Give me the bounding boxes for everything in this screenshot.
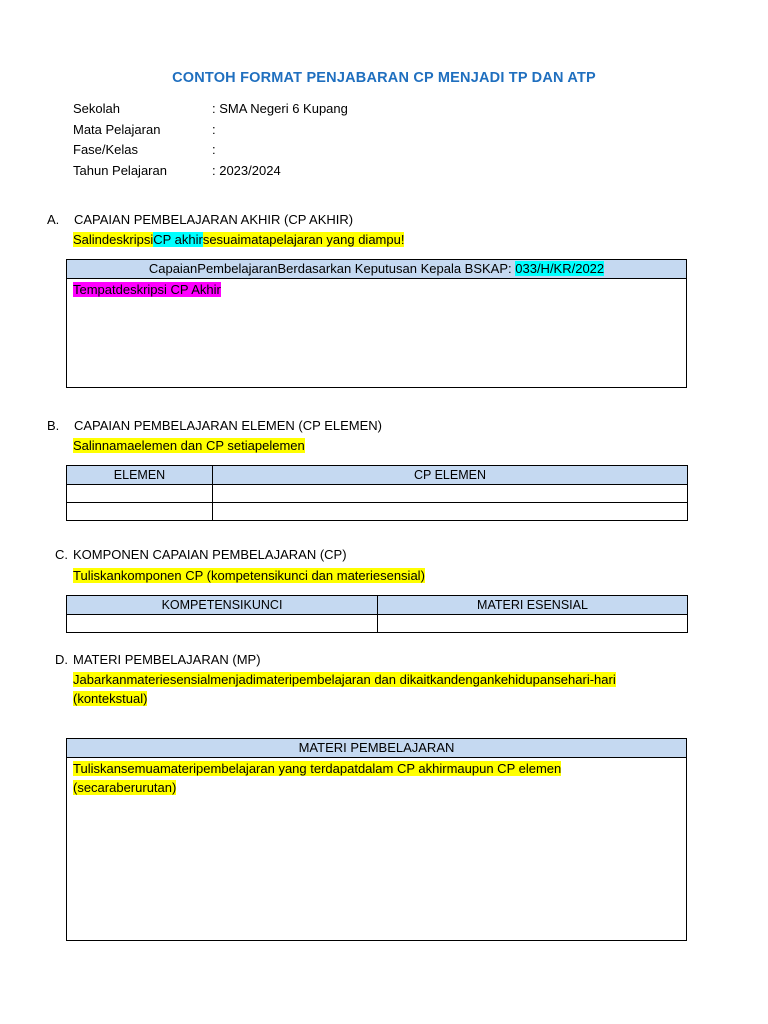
- table-cell[interactable]: [213, 503, 688, 521]
- page-title: CONTOH FORMAT PENJABARAN CP MENJADI TP DAN ATP: [172, 70, 596, 86]
- materi-box-header: MATERI PEMBELAJARAN: [67, 739, 686, 758]
- section-title: KOMPONEN CAPAIAN PEMBELAJARAN (CP): [73, 547, 347, 562]
- materi-box-body: [67, 758, 686, 798]
- info-label: Mata Pelajaran: [73, 121, 161, 137]
- cp-akhir-box-body: [67, 279, 686, 300]
- info-value: :: [212, 121, 216, 137]
- section-c-instruction: [73, 566, 425, 585]
- placeholder-text: Tempatdeskripsi CP Akhir: [73, 282, 221, 297]
- placeholder-text: (secaraberurutan): [73, 780, 177, 795]
- instruction-text: Salinnamaelemen dan CP setiapelemen: [73, 438, 305, 453]
- info-label: Sekolah: [73, 101, 120, 116]
- section-letter: A.: [47, 212, 60, 227]
- instruction-text: Jabarkanmateriesensialmenjadimateripembelajaran dan dikaitkandengankehidupansehari-hari: [73, 672, 616, 687]
- table-cell[interactable]: [67, 503, 213, 521]
- table-cell[interactable]: [378, 615, 688, 633]
- section-title: MATERI PEMBELAJARAN (MP): [73, 652, 261, 667]
- instruction-text: sesuaimatapelajaran yang diampu!: [202, 232, 405, 247]
- instruction-highlight: CP akhir: [153, 232, 203, 247]
- cp-akhir-box-header: [67, 260, 686, 279]
- cp-akhir-box: [66, 259, 687, 388]
- table-row: [67, 485, 688, 503]
- placeholder-text: Tuliskansemuamateripembelajaran yang terdapatdalam CP akhirmaupun CP elemen: [73, 761, 562, 776]
- column-header: CP ELEMEN: [213, 466, 688, 485]
- table-header-row: [67, 466, 688, 485]
- instruction-text: Salindeskripsi: [73, 232, 154, 247]
- column-header: KOMPETENSIKUNCI: [67, 596, 378, 615]
- table-row: [67, 503, 688, 521]
- box-header-text: CapaianPembelajaranBerdasarkan Keputusan Kepala BSKAP:: [148, 261, 516, 276]
- info-label: Tahun Pelajaran: [73, 162, 167, 178]
- table-header-row: [67, 596, 688, 615]
- info-row-year: [73, 163, 348, 184]
- instruction-text: Tuliskankomponen CP (kompetensikunci dan materiesensial): [73, 568, 425, 583]
- info-value: : 2023/2024: [212, 162, 281, 178]
- info-label: Fase/Kelas: [73, 142, 139, 157]
- section-title: CAPAIAN PEMBELAJARAN AKHIR (CP AKHIR): [74, 212, 354, 227]
- table-cell[interactable]: [213, 485, 688, 503]
- section-title: CAPAIAN PEMBELAJARAN ELEMEN (CP ELEMEN): [74, 418, 382, 433]
- column-header: ELEMEN: [67, 466, 213, 485]
- table-cell[interactable]: [67, 615, 378, 633]
- table-row: [67, 615, 688, 633]
- komponen-table: [66, 595, 688, 633]
- section-letter: D.: [55, 652, 68, 667]
- section-a-instruction: [73, 230, 404, 249]
- info-row-school: [73, 101, 348, 122]
- column-header: MATERI ESENSIAL: [378, 596, 688, 615]
- table-cell[interactable]: [67, 485, 213, 503]
- section-letter: B.: [47, 418, 60, 433]
- info-block: [73, 101, 348, 183]
- section-letter: C.: [55, 547, 68, 562]
- instruction-text: (kontekstual): [73, 691, 148, 706]
- section-d-instruction: [73, 670, 616, 708]
- elemen-table: [66, 465, 688, 521]
- info-row-phase: [73, 142, 348, 163]
- section-b-instruction: [73, 436, 305, 455]
- info-value: : SMA Negeri 6 Kupang: [212, 101, 348, 116]
- materi-box: [66, 738, 687, 941]
- info-value: :: [212, 142, 216, 157]
- info-row-subject: [73, 122, 348, 143]
- bskap-code: 033/H/KR/2022: [515, 261, 605, 276]
